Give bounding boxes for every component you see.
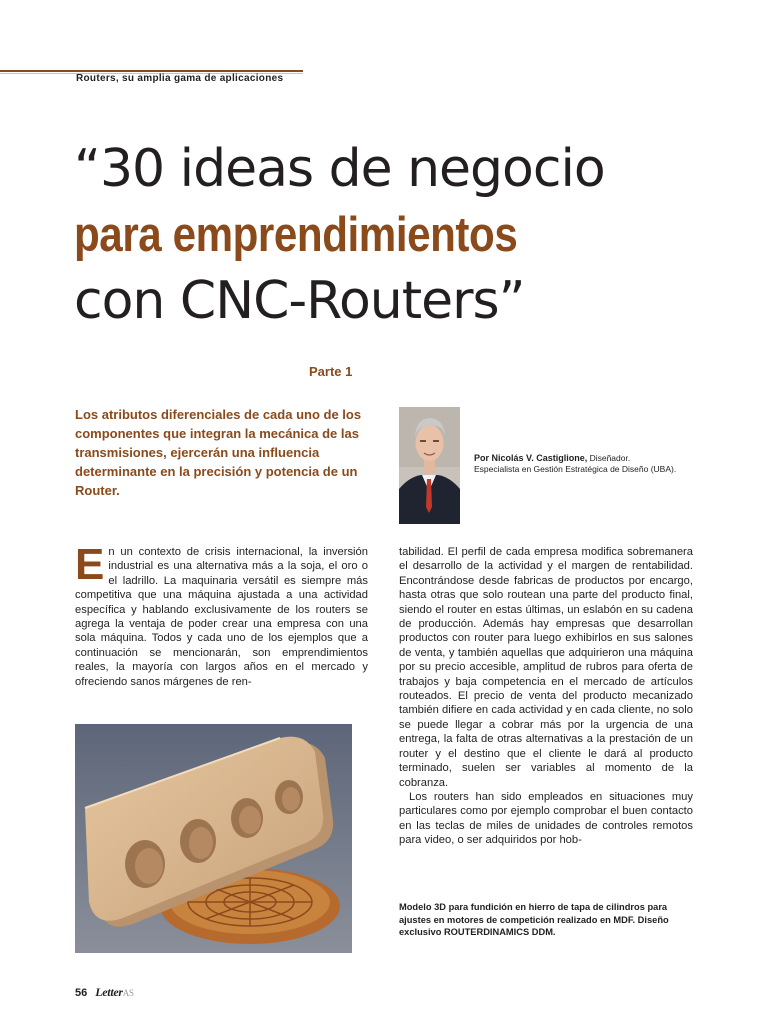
lead-paragraph: Los atributos diferenciales de cada uno de los componentes que integran la mecánica de las transmisiones, ejercerán una influencia determinante en la precisión y potencia de un Router.	[75, 407, 362, 498]
logo-suffix: AS	[122, 988, 134, 998]
headline-line-1: “30 ideas de negocio	[74, 139, 605, 199]
author-name: Por Nicolás V. Castiglione,	[474, 453, 588, 463]
headline	[74, 136, 734, 334]
author-specialty: Especialista en Gestión Estratégica de Diseño (UBA).	[474, 464, 677, 474]
photo-caption: Modelo 3D para fundición en hierro de tapa de cilindros para ajustes en motores de competición realizado en MDF. Diseño exclusivo ROUTERDINAMICS DDM.	[399, 902, 669, 937]
part-label: Parte 1	[309, 364, 353, 379]
body-paragraph-1: n un contexto de crisis internacional, la inversión industrial es una alternativa más a la soja, el oro o el ladrillo. La maquinaria versátil es siempre más competitiva que una máquina ajustada a una actividad específica y hablando exclusivamente de los routers se agrega la ventaja de poder crear una empresa con una sola máquina. Todos y cada uno de los ejemplos que a continuación se mencionarán, son emprendimientos reales, la mayoría con largos años en el mercado y ofreciendo sanos márgenes de ren-	[75, 546, 368, 688]
drop-cap: E	[75, 540, 105, 589]
body-paragraph-3: Los routers han sido empleados en situaciones muy particulares como por ejemplo comprobar el buen contacto en las teclas de miles de unidades de controles remotos para video, o ser adquiridos por hob-	[399, 790, 693, 847]
headline-line-3: con CNC-Routers”	[74, 271, 525, 331]
top-rule	[0, 70, 303, 72]
magazine-logo	[95, 985, 133, 1000]
page-number: 56	[75, 987, 88, 999]
body-column-2	[399, 545, 693, 848]
author-role: Diseñador.	[589, 453, 631, 463]
author-photo	[399, 407, 460, 524]
headline-line-2: para emprendimientos	[74, 208, 518, 262]
body-column-1	[75, 540, 368, 689]
logo-main: Letter	[95, 985, 123, 999]
mdf-model-photo	[75, 724, 352, 953]
body-paragraph-2: tabilidad. El perfil de cada empresa modifica sobremanera el desarrollo de la actividad y el margen de rentabilidad. Encontrándose desde fabricas de productos por encargo, hasta otras que solo routean una parte del producto final, siendo el router en estas últimas, un eslabón en su cadena de producción. Además hay empresas que desarrollan productos con router para luego exhibirlos en sus salones de venta, y también aquellas que adquirieron una máquina por su precio accesible, amplitud de rubros para oferta de trabajos y baja competencia en el mercado de artículos routeados. El precio de venta del producto mecanizado también difiere en cada actividad y en cada cliente, no solo se puede llegar a cobrar más por la urgencia de una entrega, la falta de otras alternativas a la prestación de un router y el destino que el cliente le dará al producto terminado, suelen ser variables al momento de la cobranza.	[399, 546, 693, 789]
page-footer	[75, 985, 134, 1000]
author-info	[474, 453, 724, 475]
section-label: Routers, su amplia gama de aplicaciones	[76, 73, 284, 84]
